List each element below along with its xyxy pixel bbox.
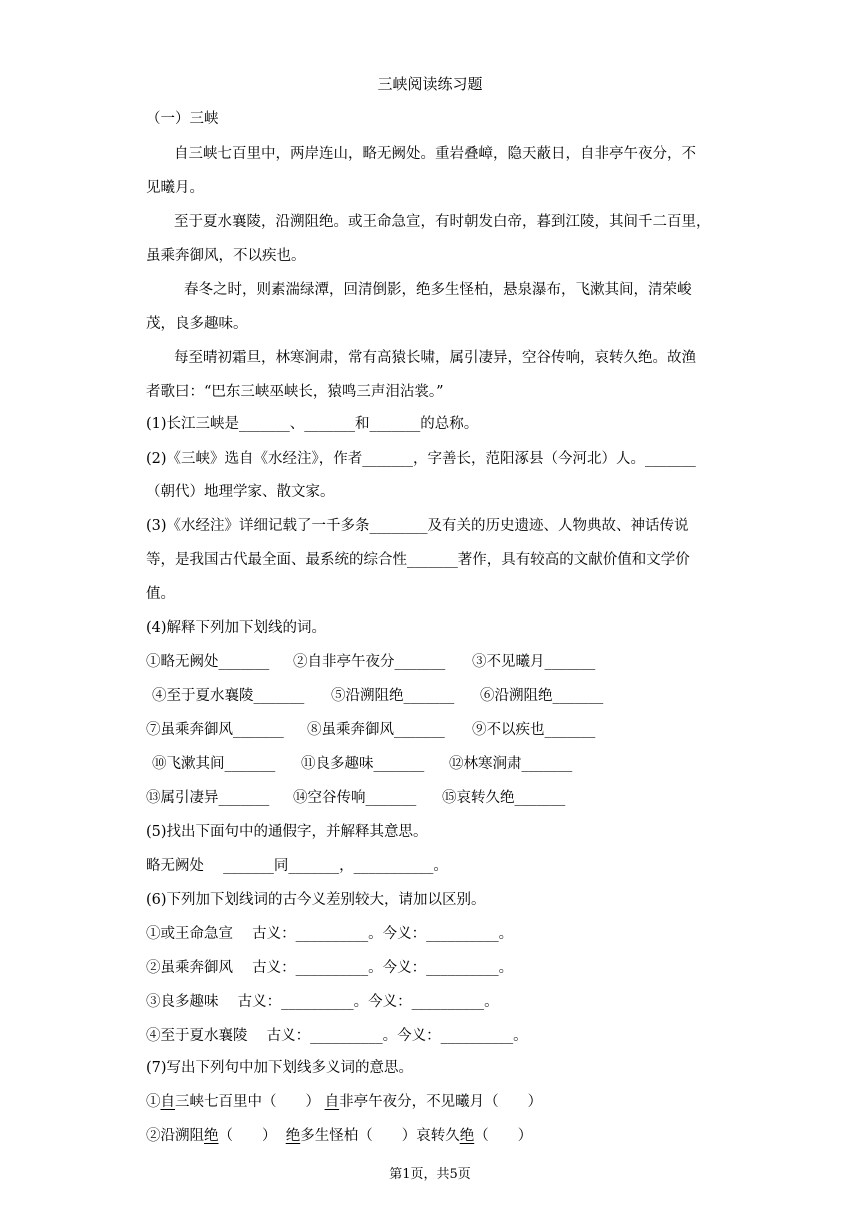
question-3-cont: 值。 xyxy=(146,586,175,602)
page-title: 三峡阅读练习题 xyxy=(377,75,483,93)
q7-item-number: ② xyxy=(146,1128,161,1144)
q6-item: ②虽乘奔御风 古义：__________。今义：__________。 xyxy=(146,960,514,976)
q4-item: ②自非亭午夜分_______ xyxy=(293,654,446,670)
q7-item-1 xyxy=(146,1090,542,1111)
q7-text: 哀转久 xyxy=(416,1128,460,1144)
q4-item: ⑪良多趣味_______ xyxy=(301,756,425,772)
question-7: (7)写出下列句中加下划线多义词的意思。 xyxy=(146,1060,414,1076)
passage-line: 春冬之时，则素湍绿潭，回清倒影，绝多生怪柏，悬泉瀑布，飞漱其间，清荣峻 xyxy=(184,282,692,298)
underlined-word: 绝 xyxy=(459,1128,475,1144)
page-footer: 第1页，共5页 xyxy=(389,1167,471,1182)
passage-line: 自三峡七百里中，两岸连山，略无阙处。重岩叠嶂，隐天蔽日，自非亭午夜分，不 xyxy=(174,146,696,162)
q4-item: ⑩飞漱其间_______ xyxy=(152,756,276,772)
q4-item: ⑦虽乘奔御风_______ xyxy=(146,722,284,738)
question-3: (3)《水经注》详细记载了一千多条________及有关的历史遗迹、人物典故、神话传说 xyxy=(146,518,689,534)
q4-item: ①略无阙处_______ xyxy=(146,654,270,670)
question-3-cont: 等，是我国古代最全面、最系统的综合性_______著作，具有较高的文献价值和文学价 xyxy=(146,552,690,568)
q4-item: ⑬属引凄异_______ xyxy=(146,790,270,806)
q7-text: 三峡七百里中（ ） xyxy=(175,1094,320,1110)
question-2-cont: （朝代）地理学家、散文家。 xyxy=(146,484,335,500)
q4-item: ⑥沿溯阻绝_______ xyxy=(480,688,604,704)
question-5: (5)找出下面句中的通假字，并解释其意思。 xyxy=(146,824,428,840)
q7-text: 沿溯阻 xyxy=(160,1128,204,1144)
q4-item: ⑧虽乘奔御风_______ xyxy=(307,722,445,738)
underlined-word: 绝 xyxy=(285,1128,301,1144)
q4-item: ⑫林寒涧肃_______ xyxy=(449,756,573,772)
passage-line: 虽乘奔御风，不以疾也。 xyxy=(146,248,306,264)
q4-item: ⑮哀转久绝_______ xyxy=(442,790,566,806)
q4-item: ⑨不以疾也_______ xyxy=(472,722,596,738)
q7-text: （ ） xyxy=(474,1128,533,1144)
q6-item: ③良多趣味 古义：__________。今义：__________。 xyxy=(146,994,499,1010)
question-6: (6)下列加下划线词的古今义差别较大，请加以区别。 xyxy=(146,892,486,908)
q6-item: ④至于夏水襄陵 古义：__________。今义：__________。 xyxy=(146,1028,528,1044)
q7-text: 多生怪柏（ ） xyxy=(300,1128,417,1144)
underlined-word: 绝 xyxy=(204,1128,219,1144)
q7-text: 非亭午夜分，不见曦月（ ） xyxy=(339,1094,543,1110)
q7-text: （ ） xyxy=(218,1128,277,1144)
section-heading: （一）三峡 xyxy=(146,111,219,127)
q4-item: ④至于夏水襄陵_______ xyxy=(152,688,305,704)
question-4: (4)解释下列加下划线的词。 xyxy=(146,620,327,636)
underlined-word: 自 xyxy=(324,1094,340,1110)
q7-item-number: ① xyxy=(146,1094,161,1110)
q4-item: ③不见曦月_______ xyxy=(472,654,596,670)
passage-line: 至于夏水襄陵，沿溯阻绝。或王命急宣，有时朝发白帝，暮到江陵，其间千二百里， xyxy=(174,214,711,230)
q7-item-2 xyxy=(146,1124,532,1145)
passage-line: 茂，良多趣味。 xyxy=(146,316,248,332)
q4-item: ⑭空谷传响_______ xyxy=(293,790,417,806)
question-2: (2)《三峡》选自《水经注》，作者_______，字善长，范阳涿县（今河北）人。_______ xyxy=(146,451,696,467)
q6-item: ①或王命急宣 古义：__________。今义：__________。 xyxy=(146,926,514,942)
question-1: (1)长江三峡是_______、_______和_______的总称。 xyxy=(146,416,479,432)
question-5-item: 略无阙处 _______同_______，___________。 xyxy=(146,858,448,874)
q4-item: ⑤沿溯阻绝_______ xyxy=(331,688,455,704)
passage-line: 见曦月。 xyxy=(146,180,204,196)
passage-line: 者歌曰：“巴东三峡巫峡长，猿鸣三声泪沾裳。” xyxy=(146,384,444,400)
passage-line: 每至晴初霜旦，林寒涧肃，常有高猿长啸，属引凄异，空谷传响，哀转久绝。故渔 xyxy=(174,350,696,366)
underlined-word: 自 xyxy=(160,1094,175,1110)
